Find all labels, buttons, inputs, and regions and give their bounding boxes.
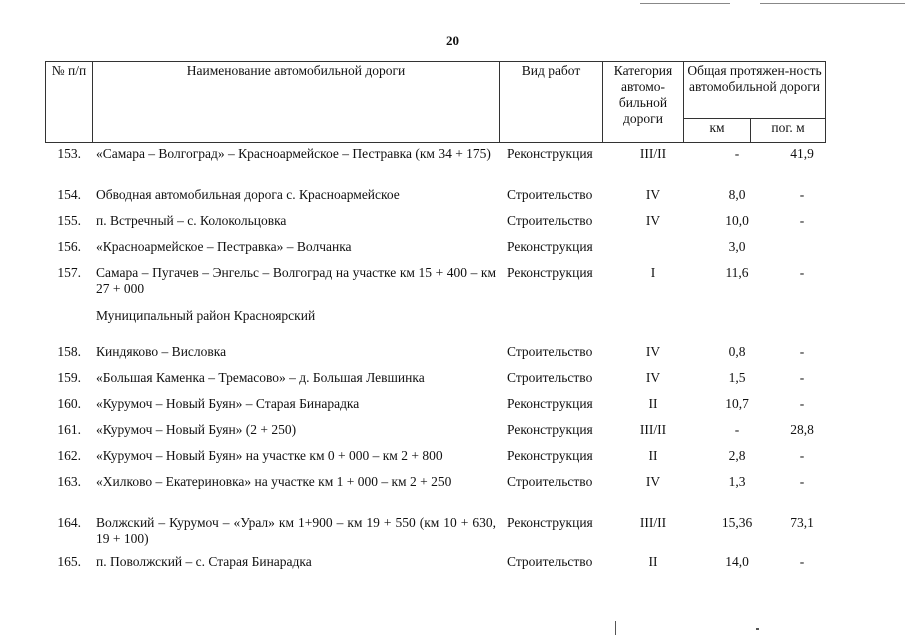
work-type: Реконструкция	[507, 265, 593, 280]
row-number: 153.	[57, 146, 81, 161]
length-km: 1,3	[728, 474, 746, 489]
row-number: 157.	[57, 265, 81, 280]
table-row	[45, 265, 845, 305]
length-km: 11,6	[725, 265, 749, 280]
table-row	[45, 474, 845, 514]
length-km: 1,5	[728, 370, 746, 385]
table-row	[45, 146, 845, 186]
length-km: 10,7	[725, 396, 749, 411]
road-name: Самара – Пугачев – Энгельс – Волгоград на участке км 15 + 400 – км 27 + 000	[96, 265, 496, 296]
length-pog: 28,8	[790, 422, 814, 437]
scan-edge-line	[640, 3, 730, 4]
table-row	[45, 554, 845, 594]
road-name: «Курумоч – Новый Буян» на участке км 0 + 000 – км 2 + 800	[96, 448, 443, 463]
road-category: III/II	[639, 422, 667, 437]
row-number: 160.	[57, 396, 81, 411]
length-pog: -	[799, 213, 805, 228]
road-name: «Самара – Волгоград» – Красноармейское – Пестравка (км 34 + 175)	[96, 146, 491, 161]
row-number: 155.	[57, 213, 81, 228]
road-category: III/II	[639, 146, 667, 161]
road-category: IV	[645, 187, 661, 202]
road-name: п. Поволжский – с. Старая Бинарадка	[96, 554, 312, 569]
length-pog: -	[799, 554, 805, 569]
work-type: Строительство	[507, 187, 593, 202]
header-km: км	[684, 119, 751, 143]
length-km: 2,8	[728, 448, 746, 463]
road-category: IV	[645, 213, 661, 228]
row-number: 163.	[57, 474, 81, 489]
length-pog: -	[799, 344, 805, 359]
row-number: 164.	[57, 515, 81, 530]
road-category: III/II	[639, 515, 667, 530]
header-length: Общая протяжен-ность автомобильной дороги	[684, 62, 826, 119]
length-pog: -	[799, 474, 805, 489]
table-row	[45, 515, 845, 555]
work-type: Реконструкция	[507, 448, 593, 463]
road-category: II	[648, 554, 658, 569]
work-type: Строительство	[507, 554, 593, 569]
header-pog: пог. м	[751, 119, 826, 143]
length-km: -	[734, 422, 740, 437]
road-name: «Курумоч – Новый Буян» (2 + 250)	[96, 422, 297, 437]
work-type: Строительство	[507, 474, 593, 489]
row-number: 158.	[57, 344, 81, 359]
road-category: IV	[645, 474, 661, 489]
length-pog: -	[799, 187, 805, 202]
road-category: IV	[645, 344, 661, 359]
road-name: Киндяково – Висловка	[96, 344, 227, 359]
length-pog: 73,1	[790, 515, 814, 530]
row-number: 154.	[57, 187, 81, 202]
road-name: «Красноармейское – Пестравка» – Волчанка	[96, 239, 352, 254]
row-number: 156.	[57, 239, 81, 254]
length-km: 3,0	[728, 239, 746, 254]
road-name: «Курумоч – Новый Буян» – Старая Бинарадка	[96, 396, 360, 411]
work-type: Строительство	[507, 370, 593, 385]
length-km: -	[734, 146, 740, 161]
work-type: Реконструкция	[507, 146, 593, 161]
length-pog: -	[799, 448, 805, 463]
road-name: п. Встречный – с. Колокольцовка	[96, 213, 287, 228]
length-km: 15,36	[721, 515, 753, 530]
table-header	[45, 61, 826, 143]
road-category: I	[650, 265, 656, 280]
road-name: «Большая Каменка – Тремасово» – д. Большая Левшинка	[96, 370, 425, 385]
length-pog: -	[799, 396, 805, 411]
road-name: Обводная автомобильная дорога с. Красноармейское	[96, 187, 400, 202]
road-category: II	[648, 448, 658, 463]
road-category: IV	[645, 370, 661, 385]
scan-edge-line	[760, 3, 905, 4]
road-name: «Хилково – Екатериновка» на участке км 1 + 000 – км 2 + 250	[96, 474, 452, 489]
header-name: Наименование автомобильной дороги	[93, 62, 500, 143]
work-type: Строительство	[507, 213, 593, 228]
length-km: 14,0	[725, 554, 749, 569]
length-pog: -	[799, 265, 805, 280]
row-number: 159.	[57, 370, 81, 385]
scan-artifact	[615, 621, 616, 635]
row-number: 162.	[57, 448, 81, 463]
length-km: 0,8	[728, 344, 746, 359]
work-type: Реконструкция	[507, 515, 593, 530]
length-km: 10,0	[725, 213, 749, 228]
length-pog: -	[799, 370, 805, 385]
work-type: Строительство	[507, 344, 593, 359]
header-num: № п/п	[46, 62, 93, 143]
row-number: 165.	[57, 554, 81, 569]
section-title: Муниципальный район Красноярский	[96, 308, 316, 323]
scan-artifact	[756, 628, 759, 630]
row-number: 161.	[57, 422, 81, 437]
header-work: Вид работ	[500, 62, 603, 143]
work-type: Реконструкция	[507, 396, 593, 411]
work-type: Реконструкция	[507, 422, 593, 437]
road-category: II	[648, 396, 658, 411]
length-pog: 41,9	[790, 146, 814, 161]
header-category: Категория автомо-бильной дороги	[603, 62, 684, 143]
length-km: 8,0	[728, 187, 746, 202]
page-number: 20	[446, 33, 459, 48]
work-type: Реконструкция	[507, 239, 593, 254]
road-name: Волжский – Курумоч – «Урал» км 1+900 – км 19 + 550 (км 10 + 630, 19 + 100)	[96, 515, 496, 546]
